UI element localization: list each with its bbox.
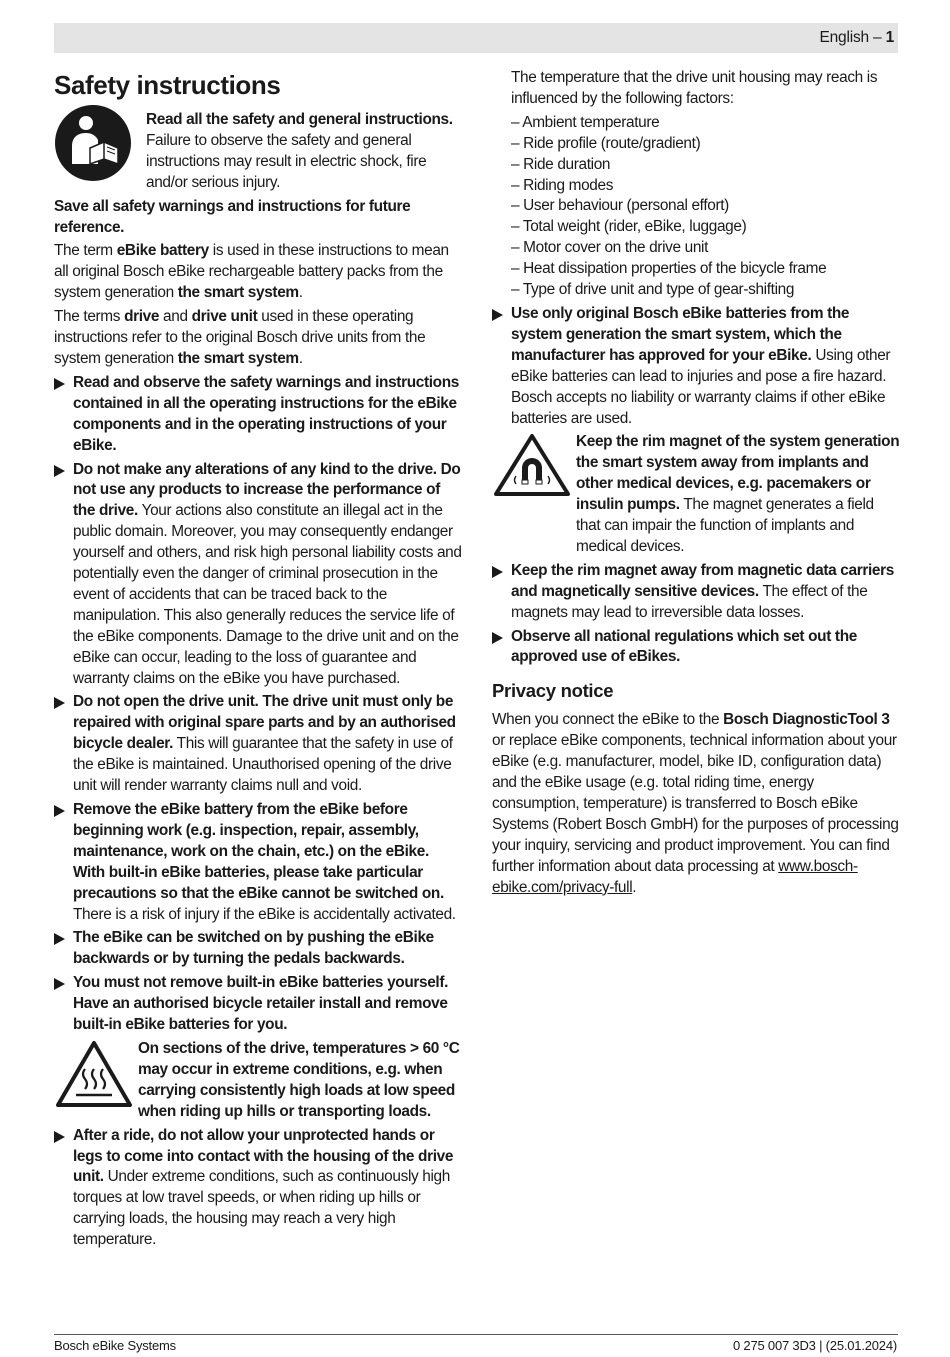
bullet-no-alterations-bold: Do not make any alterations of any kind to the drive. Do not use any products to increase the performance of the drive. [73, 460, 461, 520]
magnet-warning-bold: Keep the rim magnet of the system generation the smart system away from implants and other medical devices, e.g. pacemakers or insulin pumps. [576, 433, 900, 514]
magnet-warning-detail: The magnet generates a field that can impair the function of implants and medical devices. [576, 496, 874, 555]
bullet-after-ride [54, 1126, 462, 1251]
privacy-notice-text [492, 710, 900, 898]
page-header [820, 29, 895, 47]
footer-divider [54, 1334, 898, 1335]
read-manual-icon [54, 104, 134, 184]
footer-company: Bosch eBike Systems [54, 1338, 176, 1353]
footer-doc-number: 0 275 007 3D3 | (25.01.2024) [732, 1338, 897, 1353]
read-instructions-text [146, 110, 462, 194]
factor-item: – Motor cover on the drive unit [511, 238, 900, 259]
hot-surface-block [54, 1039, 462, 1123]
factor-item: – Heat dissipation properties of the bicycle frame [511, 259, 900, 280]
t2-c: and [159, 308, 192, 326]
t2-e: . [298, 349, 303, 367]
temperature-factors-list [492, 113, 900, 301]
t2-b3: the smart system [177, 349, 299, 367]
bullet-read-observe [54, 373, 462, 457]
bullet-built-in-batteries [54, 973, 462, 1036]
factor-item: – Riding modes [511, 176, 900, 197]
factor-item: – Ride duration [511, 155, 900, 176]
bullet-after-ride-bold: After a ride, do not allow your unprotected hands or legs to come into contact with the housing of the drive unit. [73, 1126, 454, 1186]
factor-item: – Type of drive unit and type of gear-shifting [511, 280, 900, 301]
t2-a: The terms [54, 308, 125, 326]
privacy-notice-heading: Privacy notice [492, 680, 614, 702]
bullet-national-regulations [492, 627, 900, 669]
bullet-original-batteries-text: Using other eBike batteries can lead to injuries and pose a fire hazard. Bosch accepts no liability or warranty claims if other eBike batteries are used. [511, 346, 891, 427]
bullet-do-not-open [54, 692, 462, 797]
factor-item: – Ride profile (route/gradient) [511, 134, 900, 155]
bullet-built-in-batteries-bold: You must not remove built-in eBike batteries yourself. Have an authorised bicycle retailer install and remove built-in eBike batteries for you. [73, 974, 449, 1034]
term-ebike-battery [54, 241, 462, 304]
factor-item: – User behaviour (personal effort) [511, 196, 900, 217]
read-instructions-detail: Failure to observe the safety and general instructions may result in electric shock, fire and/or serious injury. [146, 131, 427, 191]
bullet-no-alterations-text: Your actions also constitute an illegal act in the public domain. Moreover, you may consequently endanger yourself and others, and risk high personal liability costs and potentially even the danger of criminal prosecution in the event of accidents that can be traced back to the manipulation. This also generally reduces the service life of the eBike components. Damage to the drive unit and on the eBike can occur, leading to the loss of guarantee and warranty claims on the eBike you have purchased. [73, 502, 462, 687]
read-instructions-block [54, 110, 462, 194]
magnet-warning-block [492, 432, 900, 557]
t2-b1: drive [124, 308, 160, 326]
privacy-end: . [632, 878, 637, 896]
bullet-original-batteries-bold: Use only original Bosch eBike batteries from the system generation the smart system, which the manufacturer has approved for your eBike. [511, 304, 850, 364]
bullet-switched-on [54, 928, 462, 970]
page-title: Safety instructions [54, 70, 281, 100]
left-column [54, 66, 462, 1254]
factor-item: – Total weight (rider, eBike, luggage) [511, 217, 900, 238]
privacy-b: or replace eBike components, technical information about your eBike (e.g. manufacturer, model, bike ID, configuration data) and the eBike usage (e.g. total riding time, energy consumption, temperature) is transferred to Bosch eBike Systems (Robert Bosch GmbH) for the purposes of processing your inquiry, servicing and product improvement. You can find further information about data processing at [492, 732, 899, 875]
hot-surface-bold: On sections of the drive, temperatures > 60 °C may occur in extreme conditions, e.g. when carrying consistently high loads at low speed when riding up hills or transporting loads. [138, 1039, 460, 1120]
page-number: 1 [885, 29, 894, 46]
bullet-no-alterations [54, 460, 462, 690]
bullet-original-batteries [492, 304, 900, 429]
bullet-switched-on-bold: The eBike can be switched on by pushing the eBike backwards or by turning the pedals backwards. [73, 929, 434, 968]
header-bar [54, 23, 898, 53]
t1-a: The term [54, 242, 117, 260]
bullet-remove-battery [54, 800, 462, 925]
t1-b1: eBike battery [116, 242, 209, 260]
factor-item: – Ambient temperature [511, 113, 900, 134]
t2-d: used in these operating instructions refer to the original Bosch drive units from the system generation [54, 308, 426, 367]
save-warnings-bold: Save all safety warnings and instructions for future reference. [54, 197, 411, 236]
magnetic-field-warning-icon [492, 432, 576, 498]
bullet-do-not-open-bold: Do not open the drive unit. The drive unit must only be repaired with original spare parts and by an authorised bicycle dealer. [73, 693, 456, 753]
bullet-magnetic-data-text: The effect of the magnets may lead to irreversible data losses. [511, 582, 868, 621]
term-drive-unit [54, 307, 462, 370]
temperature-intro: The temperature that the drive unit housing may reach is influenced by the following factors: [511, 69, 878, 107]
magnet-warning-text [576, 432, 900, 557]
privacy-link[interactable]: www.bosch-ebike.com/privacy-full [492, 857, 858, 896]
right-column [492, 68, 900, 902]
bullet-after-ride-text: Under extreme conditions, such as continuously high torques at low travel speeds, or when riding up hills or carrying loads, the housing may reach a very high temperature. [73, 1168, 450, 1249]
t1-d: . [298, 284, 303, 302]
t1-b2: the smart system [177, 284, 299, 302]
hot-surface-text [138, 1039, 462, 1123]
t1-c: is used in these instructions to mean all original Bosch eBike rechargeable battery packs from the system generation [54, 242, 449, 302]
t2-b2: drive unit [191, 308, 258, 326]
bullet-do-not-open-text: This will guarantee that the safety in use of the eBike is maintained. Unauthorised opening of the drive unit will render warranty claims null and void. [73, 735, 453, 795]
bullet-magnetic-data-bold: Keep the rim magnet away from magnetic data carriers and magnetically sensitive devices. [511, 561, 894, 600]
bullet-magnetic-data [492, 561, 900, 624]
header-language: English – [819, 29, 882, 46]
privacy-a: When you connect the eBike to the [492, 711, 724, 729]
privacy-bold: Bosch DiagnosticTool 3 [723, 711, 890, 729]
bullet-remove-battery-text: There is a risk of injury if the eBike is accidentally activated. [73, 905, 456, 923]
save-warnings [54, 197, 462, 239]
bullet-national-regulations-bold: Observe all national regulations which set out the approved use of eBikes. [511, 627, 857, 666]
bullet-remove-battery-bold: Remove the eBike battery from the eBike before beginning work (e.g. inspection, repair, assembly, maintenance, work on the chain, etc.) on the eBike. With built-in eBike batteries, please take particular precautions so that the eBike cannot be switched on. [73, 801, 444, 902]
hot-surface-warning-icon [54, 1039, 138, 1111]
read-instructions-bold: Read all the safety and general instructions. [146, 111, 453, 128]
bullet-read-observe-bold: Read and observe the safety warnings and instructions contained in all the operating instructions for the eBike components and in the operating instructions of your eBike. [73, 373, 459, 454]
